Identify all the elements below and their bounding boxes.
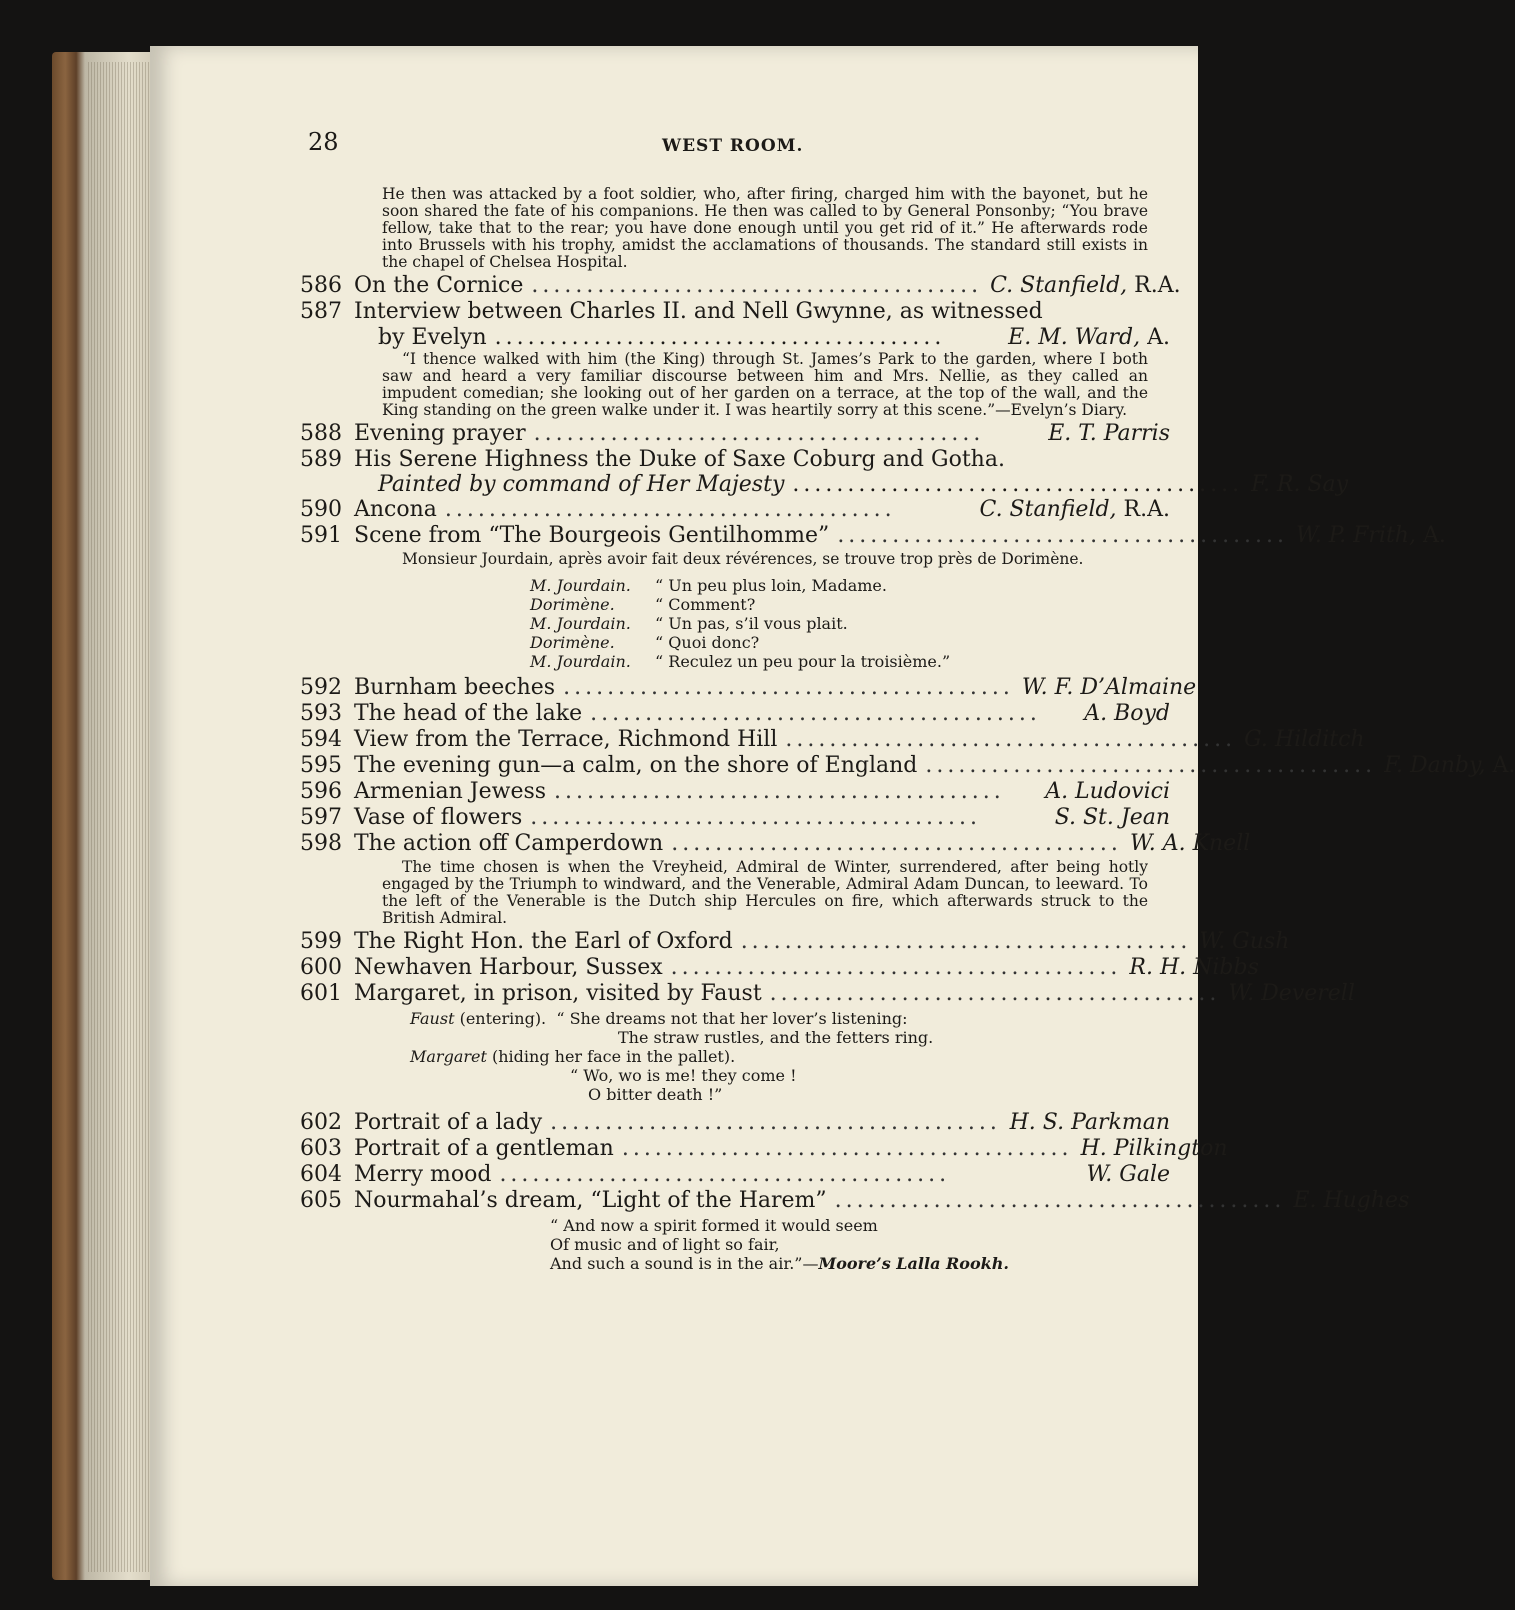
catalogue-entry <box>300 831 1251 857</box>
entry-artist: W. Gush <box>1199 929 1290 954</box>
entry-continuation <box>300 325 1170 349</box>
verse-line: O bitter death !” <box>588 1085 723 1104</box>
entry-number: 605 <box>300 1188 342 1213</box>
entry-artist: C. Stanfield, R.A. <box>979 497 1170 522</box>
entry-number: 593 <box>300 701 342 726</box>
catalogue-entry <box>300 299 1170 325</box>
leader-dots: ......................................... <box>740 929 1192 954</box>
entry-title: Scene from “The Bourgeois Gentilhomme” <box>354 523 830 548</box>
dialogue-line: M. Jourdain. “ Un pas, s’il vous plait. <box>530 614 848 633</box>
catalogue-entry <box>300 1188 1410 1214</box>
entry-number: 589 <box>300 447 342 472</box>
book-page-edges <box>52 52 162 1580</box>
entry-title: Ancona <box>354 497 437 522</box>
leader-dots: ......................................... <box>444 497 896 522</box>
entry-number: 598 <box>300 831 342 856</box>
dialogue-line: M. Jourdain. “ Reculez un peu pour la troisième.” <box>530 652 951 671</box>
entry-title: The action off Camperdown <box>354 831 664 856</box>
catalogue-entry <box>300 929 1290 955</box>
leader-dots: ......................................... <box>533 421 985 446</box>
entry-number: 595 <box>300 753 342 778</box>
verse-line: “ And now a spirit formed it would seem <box>550 1216 878 1235</box>
entry-artist: E. M. Ward, A. <box>1008 325 1170 350</box>
leader-dots: ......................................... <box>792 472 1244 497</box>
page-number: 28 <box>308 128 339 156</box>
entry-number: 602 <box>300 1110 342 1135</box>
entry-title: The evening gun—a calm, on the shore of England <box>354 753 918 778</box>
leader-dots: ......................................... <box>837 523 1289 548</box>
entry-artist: S. St. Jean <box>1054 805 1170 830</box>
catalogue-entry <box>300 523 1446 549</box>
catalogue-entry <box>300 805 1170 831</box>
entry-number: 587 <box>300 299 342 324</box>
entry-title: View from the Terrace, Richmond Hill <box>354 727 778 752</box>
entry-title: Portrait of a lady <box>354 1110 543 1135</box>
entry-number: 591 <box>300 523 342 548</box>
entry-title-cont: by Evelyn <box>378 325 487 350</box>
entry-artist: A. Ludovici <box>1045 779 1170 804</box>
catalogue-entry <box>300 273 1181 299</box>
entry-number: 588 <box>300 421 342 446</box>
entry-title-cont: Painted by command of Her Majesty <box>378 472 785 497</box>
leader-dots: ......................................... <box>531 273 983 298</box>
entry-title: Evening prayer <box>354 421 526 446</box>
catalogue-entry <box>300 753 1515 779</box>
entry-note: Monsieur Jourdain, après avoir fait deux révérences, se trouve trop près de Dorimène. <box>402 550 1084 568</box>
catalogue-entry <box>300 955 1259 981</box>
entry-title: Vase of flowers <box>354 805 523 830</box>
entry-number: 603 <box>300 1136 342 1161</box>
entry-title: Armenian Jewess <box>354 779 547 804</box>
verse-quotation <box>410 1009 1170 1104</box>
page-header <box>150 128 1198 168</box>
entry-number: 586 <box>300 273 342 298</box>
entry-title: The head of the lake <box>354 701 583 726</box>
catalogue-entry <box>300 1110 1170 1136</box>
entry-title: Interview between Charles II. and Nell Gwynne, as witnessed <box>354 299 1043 324</box>
catalogue-entry <box>300 701 1170 727</box>
leader-dots: ......................................... <box>671 831 1122 856</box>
leader-dots: ......................................... <box>590 701 1041 726</box>
catalogue-entry <box>300 1136 1228 1162</box>
entry-artist: H. Pilkington <box>1080 1136 1228 1161</box>
catalogue-entry <box>300 447 1170 473</box>
entry-artist: F. Danby, A. <box>1384 753 1515 778</box>
dialogue-line: Dorimène. “ Comment? <box>530 595 756 614</box>
entry-artist: F. R. Say <box>1251 472 1349 497</box>
entry-number: 594 <box>300 727 342 752</box>
entry-artist: E. Hughes <box>1293 1188 1410 1213</box>
entry-artist: W. Gale <box>1086 1162 1170 1187</box>
catalogue-entry <box>300 727 1365 753</box>
catalogue-entry <box>300 675 1197 701</box>
verse-line: And such a sound is in the air.”—Moore’s Lalla Rookh. <box>550 1254 1009 1273</box>
entry-artist: C. Stanfield, R.A. <box>990 273 1181 298</box>
entry-title: Margaret, in prison, visited by Faust <box>354 981 762 1006</box>
leader-dots: ......................................... <box>834 1188 1286 1213</box>
entry-artist: W. P. Frith, A. <box>1296 523 1446 548</box>
entry-continuation <box>300 472 1349 497</box>
leader-dots: ......................................... <box>670 955 1122 980</box>
verse-line: The straw rustles, and the fetters ring. <box>618 1028 934 1047</box>
entry-artist: A. Boyd <box>1084 701 1170 726</box>
entry-title: Newhaven Harbour, Sussex <box>354 955 663 980</box>
entry-number: 600 <box>300 955 342 980</box>
entry-number: 604 <box>300 1162 342 1187</box>
entry-title: His Serene Highness the Duke of Saxe Coburg and Gotha. <box>354 447 1005 472</box>
entry-title: Nourmahal’s dream, “Light of the Harem” <box>354 1188 827 1213</box>
entry-artist: H. S. Parkman <box>1009 1110 1170 1135</box>
entry-number: 597 <box>300 805 342 830</box>
verse-line: “ Wo, wo is me! they come ! <box>570 1066 797 1085</box>
dialogue-line: M. Jourdain. “ Un peu plus loin, Madame. <box>530 576 887 595</box>
leader-dots: ......................................... <box>769 981 1221 1006</box>
entry-number: 590 <box>300 497 342 522</box>
entry-title: On the Cornice <box>354 273 524 298</box>
leader-dots: ......................................... <box>530 805 981 830</box>
entry-number: 596 <box>300 779 342 804</box>
catalogue-entry <box>300 497 1170 523</box>
verse-line: Of music and of light so fair, <box>550 1235 780 1254</box>
entry-note: He then was attacked by a foot soldier, who, after firing, charged him with the bayonet, but he soon shared the fate of his companions. He then was called to by General Ponsonby; “You brave fellow, take that to the rear; you have done enough until you get rid of it.” He afterwards rode into Brussels with his trophy, amidst the acclamations of thousands. The standard still exists in the chapel of Chelsea Hospital. <box>382 185 1148 271</box>
entry-artist: W. F. D’Almaine <box>1021 675 1197 700</box>
catalogue-entry <box>300 1162 1170 1188</box>
catalogue-list <box>300 185 1515 1273</box>
leader-dots: ......................................... <box>563 675 1014 700</box>
entry-title: The Right Hon. the Earl of Oxford <box>354 929 733 954</box>
leader-dots: ......................................... <box>550 1110 1001 1135</box>
catalogue-entry <box>300 421 1170 447</box>
entry-artist: G. Hilditch <box>1244 727 1365 752</box>
entry-number: 601 <box>300 981 342 1006</box>
leader-dots: ......................................... <box>494 325 946 350</box>
verse-quotation <box>550 1216 1170 1273</box>
entry-title: Portrait of a gentleman <box>354 1136 614 1161</box>
entry-title: Merry mood <box>354 1162 492 1187</box>
verse-line: Faust (entering). “ She dreams not that her lover’s listening: <box>410 1009 908 1028</box>
entry-title: Burnham beeches <box>354 675 556 700</box>
leader-dots: ......................................... <box>785 727 1237 752</box>
leader-dots: ......................................... <box>554 779 1005 804</box>
leader-dots: ......................................... <box>925 753 1377 778</box>
entry-note: The time chosen is when the Vreyheid, Admiral de Winter, surrendered, after being hotly engaged by the Triumph to windward, and the Venerable, Admiral Adam Duncan, to leeward. To the left of the Venerable is the Dutch ship Hercules on fire, which afterwards struck to the British Admiral. <box>382 858 1148 927</box>
leader-dots: ......................................... <box>621 1136 1073 1161</box>
book-page <box>150 46 1515 1586</box>
entry-artist: E. T. Parris <box>1048 421 1170 446</box>
dialogue-line: Dorimène. “ Quoi donc? <box>530 633 760 652</box>
entry-note: “I thence walked with him (the King) through St. James’s Park to the garden, where I both saw and heard a very familiar discourse between him and Mrs. Nellie, as they called an impudent comedian; she looking out of her garden on a terrace, at the top of the wall, and the King standing on the green walke under it. I was heartily sorry at this scene.”—Evelyn’s Diary. <box>382 350 1148 419</box>
entry-artist: R. H. Nibbs <box>1129 955 1259 980</box>
entry-artist: W. A. Knell <box>1129 831 1251 856</box>
running-head: WEST ROOM. <box>662 136 804 156</box>
entry-artist: W. Deverell <box>1228 981 1355 1006</box>
catalogue-entry <box>300 981 1355 1007</box>
verse-line: Margaret (hiding her face in the pallet). <box>410 1047 736 1066</box>
catalogue-entry <box>300 779 1170 805</box>
dialogue-block <box>530 576 1170 671</box>
leader-dots: ......................................... <box>499 1162 951 1187</box>
entry-number: 592 <box>300 675 342 700</box>
entry-number: 599 <box>300 929 342 954</box>
